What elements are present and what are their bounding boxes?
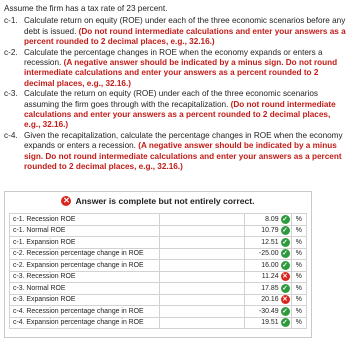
answer-value: -25.00 xyxy=(258,250,279,258)
answer-value: 8.09 xyxy=(265,215,279,223)
check-icon: ✓ xyxy=(282,261,288,269)
unit-label: % xyxy=(291,260,306,272)
answer-input[interactable] xyxy=(245,306,291,318)
row-label: c-3. Normal ROE xyxy=(10,283,160,295)
check-icon: ✓ xyxy=(282,284,288,292)
table-row xyxy=(10,225,307,237)
unit-label: % xyxy=(291,283,306,295)
table-row xyxy=(10,237,307,249)
row-label: c-4. Expansion percentage change in ROE xyxy=(10,317,160,329)
answer-input[interactable] xyxy=(245,248,291,260)
unit-label: % xyxy=(291,214,306,226)
table-row xyxy=(10,248,307,260)
question-hint: (Do not round intermediate calculations and enter your answers as a percent rounded to 2 decimal places, e.g., 32.16.) xyxy=(24,26,346,47)
answer-value: 19.51 xyxy=(261,319,279,327)
answer-input[interactable] xyxy=(245,214,291,226)
check-icon: ✓ xyxy=(282,307,288,315)
answer-table xyxy=(9,213,307,329)
table-row xyxy=(10,294,307,306)
question-body: Calculate return on equity (ROE) under each of the three economic scenarios before any debt is issued. xyxy=(24,16,346,36)
answer-value: -30.49 xyxy=(258,307,279,315)
answer-input[interactable] xyxy=(245,271,291,283)
question-number: c-1. xyxy=(4,16,18,26)
answer-value: 11.24 xyxy=(261,273,279,281)
table-row xyxy=(10,260,307,272)
row-label: c-1. Expansion ROE xyxy=(10,237,160,249)
answer-value: 12.51 xyxy=(261,238,279,246)
answer-input[interactable] xyxy=(245,225,291,237)
row-label: c-3. Recession ROE xyxy=(10,271,160,283)
question-hint: (A negative answer should be indicated by a minus sign. Do not round intermediate calculations and enter your answers as a percent rounded to 2 decimal places, e.g., 32.16.) xyxy=(24,141,342,172)
row-label: c-3. Expansion ROE xyxy=(10,294,160,306)
row-label: c-1. Recession ROE xyxy=(10,214,160,226)
row-label: c-2. Recession percentage change in ROE xyxy=(10,248,160,260)
unit-label: % xyxy=(291,237,306,249)
question-c4 xyxy=(4,131,348,173)
row-label: c-1. Normal ROE xyxy=(10,225,160,237)
answer-value: 17.85 xyxy=(261,284,279,292)
table-row xyxy=(10,283,307,295)
question-number: c-4. xyxy=(4,130,18,140)
table-row xyxy=(10,317,307,329)
intro-line: Assume the firm has a tax rate of 23 percent. xyxy=(4,4,168,13)
question-hint: (Do not round intermediate calculations and enter your answers as a percent rounded to 2 decimal places, e.g., 32.16.) xyxy=(24,99,336,130)
question-hint: (A negative answer should be indicated by a minus sign. Do not round intermediate calculations and enter your answers as a percent rounded to 2 decimal places, e.g., 32.16.) xyxy=(24,58,338,88)
row-label: c-2. Expansion percentage change in ROE xyxy=(10,260,160,272)
check-icon: ✓ xyxy=(282,238,288,246)
answer-input[interactable] xyxy=(245,283,291,295)
table-row xyxy=(10,306,307,318)
unit-label: % xyxy=(291,248,306,260)
answer-banner xyxy=(5,192,311,210)
unit-label: % xyxy=(291,317,306,329)
check-icon: ✓ xyxy=(282,319,288,327)
check-icon: ✓ xyxy=(282,250,288,258)
question-body: Given the recapitalization, calculate the percentage changes in ROE when the economy expands or enters a recession. xyxy=(24,130,343,151)
answer-input[interactable] xyxy=(245,237,291,249)
question-text xyxy=(4,4,348,173)
unit-label: % xyxy=(291,306,306,318)
question-c2 xyxy=(4,48,348,90)
answer-value: 20.16 xyxy=(261,296,279,304)
question-body: Calculate the percentage changes in ROE when the economy expands or enters a recession. xyxy=(24,47,323,68)
unit-label: % xyxy=(291,271,306,283)
table-row xyxy=(10,214,307,226)
check-icon: ✓ xyxy=(282,215,288,223)
answer-panel xyxy=(4,191,312,338)
banner-text: Answer is complete but not entirely correct. xyxy=(75,196,255,206)
check-icon: ✓ xyxy=(282,227,288,235)
x-icon: ✕ xyxy=(282,273,288,281)
question-c3 xyxy=(4,89,348,131)
question-c1 xyxy=(4,16,348,47)
x-icon: ✕ xyxy=(282,296,288,304)
question-number: c-2. xyxy=(4,47,18,57)
answer-value: 10.79 xyxy=(261,227,279,235)
x-circle-icon: ✕ xyxy=(63,196,70,205)
row-label: c-4. Recession percentage change in ROE xyxy=(10,306,160,318)
answer-input[interactable] xyxy=(245,294,291,306)
question-body: Calculate the return on equity (ROE) under each of the three economic scenarios assuming the firm goes through with the recapitalization. xyxy=(24,89,318,109)
table-row xyxy=(10,271,307,283)
answer-value: 16.00 xyxy=(261,261,279,269)
unit-label: % xyxy=(291,294,306,306)
unit-label: % xyxy=(291,225,306,237)
question-number: c-3. xyxy=(4,89,18,99)
answer-input[interactable] xyxy=(245,260,291,272)
answer-input[interactable] xyxy=(245,317,291,329)
